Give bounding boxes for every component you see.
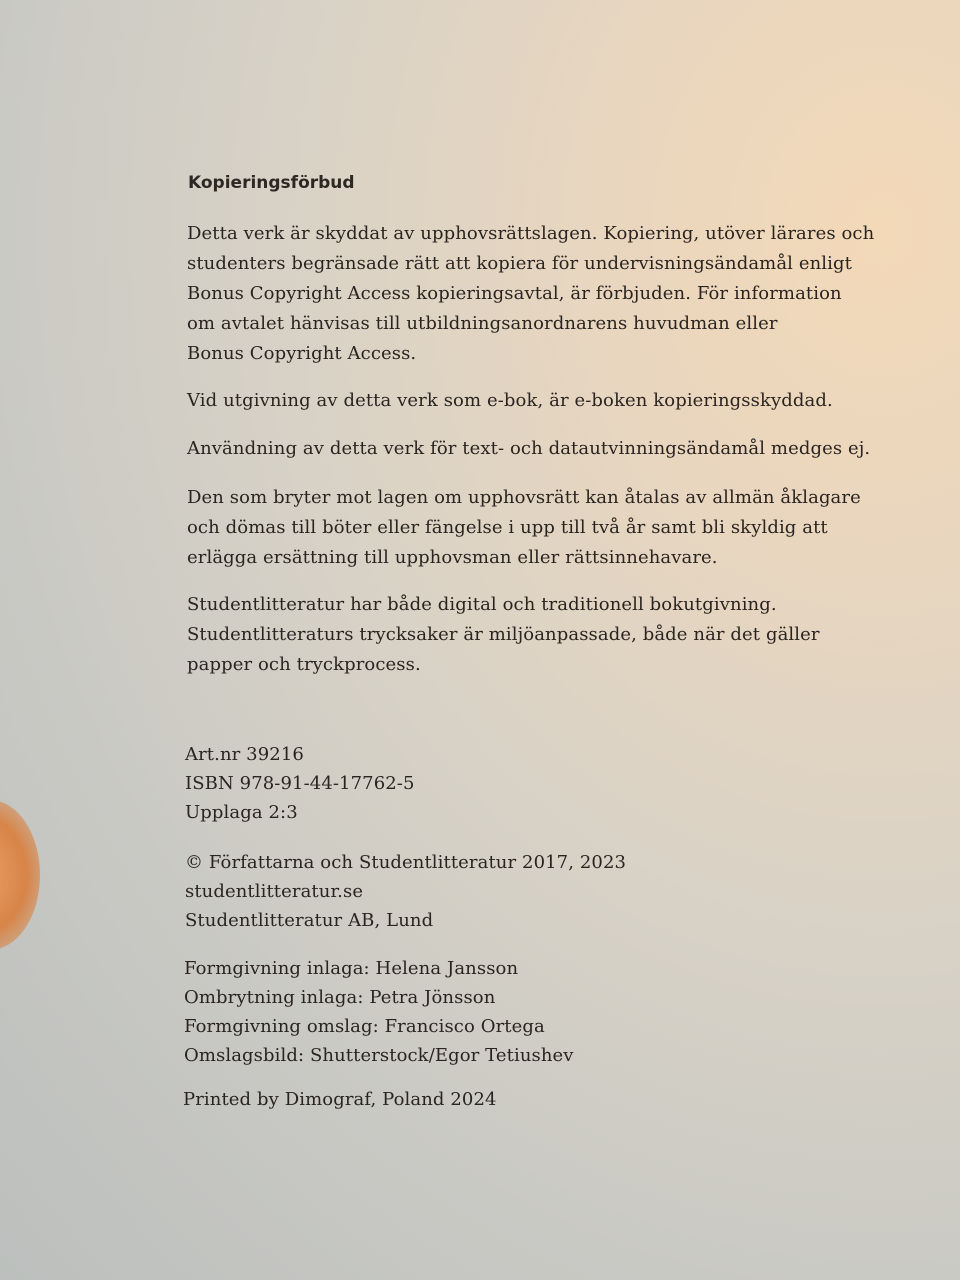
thumb-shadow (0, 800, 40, 950)
publisher-name: Studentlitteratur AB, Lund (185, 910, 434, 931)
text-line: Användning av detta verk för text- och datautvinningsändamål medges ej. (187, 438, 871, 459)
text-line: Bonus Copyright Access kopieringsavtal, är förbjuden. För information (187, 283, 842, 304)
paragraph-ebook (187, 386, 833, 416)
text-line: Studentlitteratur har både digital och traditionell bokutgivning. (187, 594, 777, 615)
text-line: erlägga ersättning till upphovsman eller rättsinnehavare. (187, 547, 718, 568)
publisher-details (185, 848, 626, 935)
paragraph-penalty (187, 483, 861, 573)
text-line: papper och tryckprocess. (187, 654, 421, 675)
publication-details (185, 740, 415, 827)
art-nr: Art.nr 39216 (185, 744, 304, 765)
paragraph-publisher-info (187, 590, 820, 680)
credit-line: Omslagsbild: Shutterstock/Egor Tetiushev (184, 1045, 574, 1066)
text-line: Detta verk är skyddat av upphovsrättslagen. Kopiering, utöver lärares och (187, 223, 875, 244)
heading-kopieringsforbud: Kopieringsförbud (188, 173, 355, 193)
printed-by: Printed by Dimograf, Poland 2024 (183, 1089, 497, 1110)
publisher-website: studentlitteratur.se (185, 881, 364, 902)
credit-line: Formgivning omslag: Francisco Ortega (184, 1016, 545, 1037)
text-line: och dömas till böter eller fängelse i upp till två år samt bli skyldig att (187, 517, 828, 538)
text-line: Studentlitteraturs trycksaker är miljöanpassade, både när det gäller (187, 624, 820, 645)
text-line: Den som bryter mot lagen om upphovsrätt kan åtalas av allmän åklagare (187, 487, 861, 508)
text-line: Bonus Copyright Access. (187, 343, 417, 364)
copyright-notice: © Författarna och Studentlitteratur 2017, 2023 (185, 852, 627, 873)
text-line: studenters begränsade rätt att kopiera för undervisningsändamål enligt (187, 253, 852, 274)
isbn: ISBN 978-91-44-17762-5 (185, 773, 415, 794)
paragraph-text-mining (187, 434, 870, 464)
edition: Upplaga 2:3 (185, 802, 298, 823)
credit-line: Formgivning inlaga: Helena Jansson (184, 958, 519, 979)
text-line: Vid utgivning av detta verk som e-bok, är e-boken kopieringsskyddad. (187, 390, 833, 411)
credit-line: Ombrytning inlaga: Petra Jönsson (184, 987, 496, 1008)
paragraph-copyright-law (187, 219, 874, 369)
text-line: om avtalet hänvisas till utbildningsanordnarens huvudman eller (187, 313, 778, 334)
design-credits (184, 954, 574, 1070)
